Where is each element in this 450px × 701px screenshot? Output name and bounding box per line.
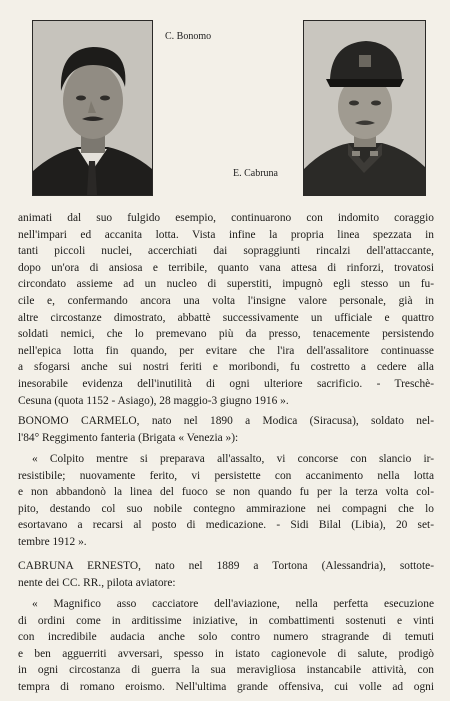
text-line: l'84° Reggimento fanteria (Brigata « Venezia »): — [18, 431, 239, 444]
portrait-photo-cabruna — [303, 20, 426, 196]
text-line: e ben agguerriti avversari, spesso in istato cagionevole di salute, prodigò — [18, 647, 434, 660]
text-line: e non abbandonò la linea del fuoco se non quando fu per la terza volta col- — [18, 486, 434, 499]
text-line: « Colpito mentre si preparava all'assalto, vi concorse con slancio ir- — [32, 453, 434, 465]
bonomo-heading-paragraph — [18, 413, 434, 446]
text-line: dopo un'ora di ansiosa e terribile, quanto vana attesa di rinforzi, trovatosi — [18, 261, 434, 274]
text-line: nell'epica lotta fin quando, per evitare che l'ira dell'assalitore continuasse — [18, 344, 434, 357]
text-line: nell'impari ed accanita lotta. Vista infine la propria linea spezzata in — [18, 228, 434, 241]
text-line: tanti piccoli nuclei, accerchiati dai sopraggiunti rincalzi dell'attaccante, — [18, 245, 434, 258]
text-line: circondato assieme ad un nucleo di superstiti, impugnò egli stesso un fu- — [18, 278, 434, 291]
text-line: BONOMO CARMELO, nato nel 1890 a Modica (Siracusa), soldato nel- — [18, 415, 434, 427]
text-line: tempra di romano eroismo. Nell'ultima grande offensiva, cui volle ad ogni — [18, 680, 434, 693]
text-line: altre circostanze dimostrato, abbattè successivamente un ufficiale e quattro — [18, 311, 434, 324]
text-line: di ordini come in arditissime iniziative, in combattimenti sostenuti e vinti — [18, 614, 434, 627]
portrait-bonomo-image — [33, 21, 152, 195]
text-line: nente dei CC. RR., pilota aviatore: — [18, 576, 176, 589]
text-line: resistibile; nuovamente ferito, vi persistette con accanimento nella lotta — [18, 469, 434, 482]
text-line: pito, destando col suo nobile contegno ammirazione nei compagni che lo — [18, 502, 434, 515]
bonomo-citation-paragraph — [18, 451, 434, 551]
text-line: soldati nemici, che lo premevano più da presso, tenacemente persistendo — [18, 328, 434, 341]
text-line: tembre 1912 ». — [18, 535, 87, 548]
text-line: inesorabile evidenza dell'inutilità di ogni ulteriore sacrificio. - Treschè- — [18, 377, 434, 390]
portrait-cabruna-image — [304, 21, 425, 195]
text-line: esortavano a recarsi al posto di medicazione. - Sidi Bilal (Libia), 20 set- — [18, 519, 434, 532]
text-line: « Magnifico asso cacciatore dell'aviazione, nella perfetta esecuzione — [32, 598, 434, 610]
citation-continuation-paragraph — [18, 210, 434, 409]
cabruna-citation-paragraph — [18, 596, 434, 696]
caption-bonomo: C. Bonomo — [165, 31, 212, 42]
portrait-photo-bonomo — [32, 20, 153, 196]
text-line: animati dal suo fulgido esempio, continuarono con indomito coraggio — [18, 212, 434, 224]
cabruna-heading-paragraph — [18, 558, 434, 591]
text-line: con incredibile audacia anche solo contro numero stragrande di temuti — [18, 631, 434, 644]
text-line: a sfogarsi anche sui nostri feriti e moribondi, fu costretto a cedere alla — [18, 361, 434, 374]
text-line: CABRUNA ERNESTO, nato nel 1889 a Tortona (Alessandria), sottote- — [18, 560, 434, 572]
text-line: in ogni circostanza di guerra la sua meravigliosa instancabile attività, con — [18, 664, 434, 677]
caption-cabruna: E. Cabruna — [233, 168, 278, 179]
text-line: cile e, confermando ancora una volta l'insigne valore personale, già in — [18, 294, 434, 307]
text-line: Cesuna (quota 1152 - Asiago), 28 maggio-3 giugno 1916 ». — [18, 394, 289, 407]
